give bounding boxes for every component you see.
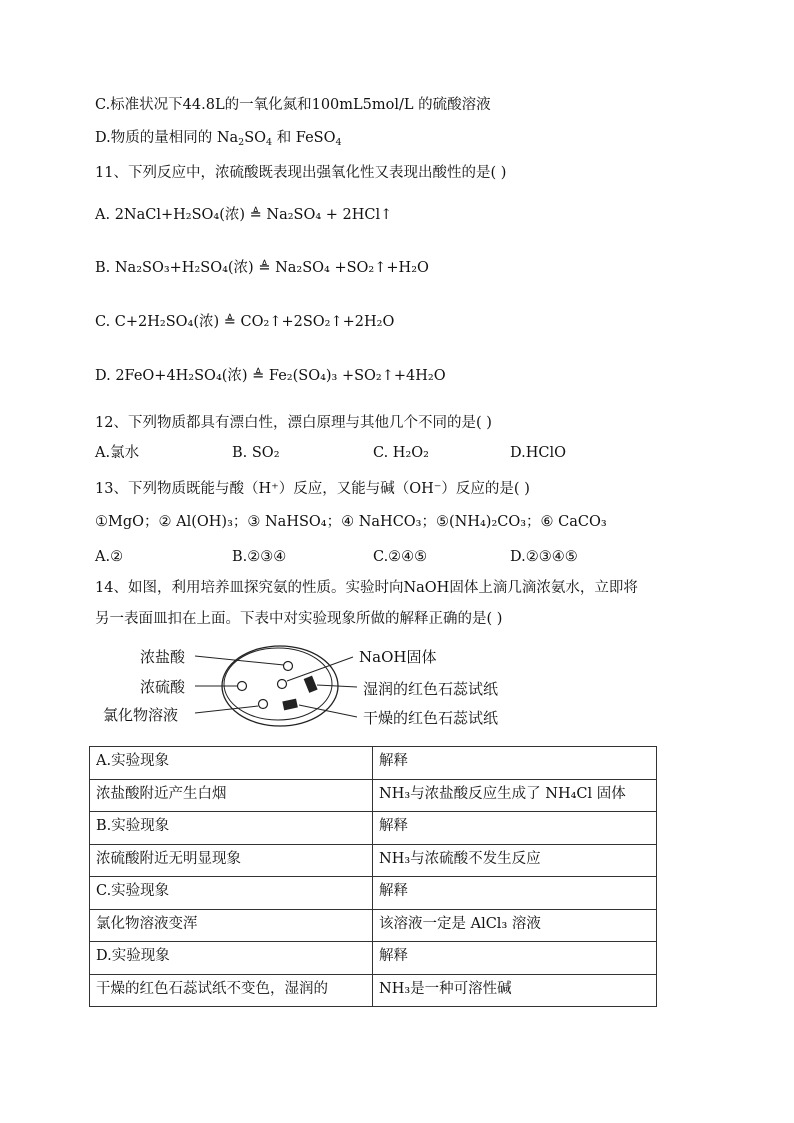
q13-option-a: A.② — [95, 549, 124, 565]
q13-stem: 13、下列物质既能与酸（H⁺）反应，又能与碱（OH⁻）反应的是( ) — [95, 481, 530, 497]
table-row — [90, 974, 657, 1007]
table-cell: 氯化物溶液变浑 — [90, 909, 373, 942]
label-naoh-solid: NaOH固体 — [359, 648, 437, 666]
table-cell: 浓硫酸附近无明显现象 — [90, 844, 373, 877]
table-row — [90, 844, 657, 877]
q13-items: ①MgO；② Al(OH)₃；③ NaHSO₄；④ NaHCO₃；⑤(NH₄)₂CO₃；⑥ CaCO₃ — [95, 514, 607, 530]
chloride-solution-drop — [259, 700, 268, 709]
q12-stem: 12、下列物质都具有漂白性，漂白原理与其他几个不同的是( ) — [95, 415, 492, 431]
table-row — [90, 812, 657, 845]
naoh-solid-drop — [278, 680, 287, 689]
table-cell: B.实验现象 — [90, 812, 373, 845]
table-cell: 解释 — [373, 812, 657, 845]
table-row — [90, 877, 657, 910]
q12-option-b: B. SO₂ — [232, 445, 280, 461]
q10-option-d-prefix: D.物质的量相同的 — [95, 130, 217, 146]
table-cell: 该溶液一定是 AlCl₃ 溶液 — [373, 909, 657, 942]
q14-stem-line2: 另一表面皿扣在上面。下表中对实验现象所做的解释正确的是( ) — [95, 611, 503, 627]
label-conc-h2so4: 浓硫酸 — [140, 678, 186, 696]
table-cell: C.实验现象 — [90, 877, 373, 910]
table-cell: 解释 — [373, 747, 657, 780]
petri-dish-figure — [95, 640, 535, 740]
table-row — [90, 779, 657, 812]
table-row — [90, 909, 657, 942]
table-cell: NH₃与浓硫酸不发生反应 — [373, 844, 657, 877]
wet-litmus-paper — [304, 676, 318, 693]
conc-hcl-drop — [284, 662, 293, 671]
q13-option-b: B.②③④ — [232, 549, 287, 565]
table-cell: 浓盐酸附近产生白烟 — [90, 779, 373, 812]
q11-stem: 11、下列反应中，浓硫酸既表现出强氧化性又表现出酸性的是( ) — [95, 165, 507, 181]
q13-option-d: D.②③④⑤ — [510, 549, 578, 565]
q11-option-d: D. 2FeO+4H₂SO₄(浓) ≜ Fe₂(SO₄)₃ +SO₂↑+4H₂O — [95, 368, 446, 384]
q11-option-c: C. C+2H₂SO₄(浓) ≜ CO₂↑+2SO₂↑+2H₂O — [95, 314, 395, 330]
q10-option-d-feso: 和 FeSO — [272, 130, 336, 146]
q12-option-d: D.HClO — [510, 445, 566, 461]
table-cell: NH₃与浓盐酸反应生成了 NH₄Cl 固体 — [373, 779, 657, 812]
table-cell: 解释 — [373, 877, 657, 910]
q10-option-d-so: SO — [244, 130, 267, 146]
q12-option-c: C. H₂O₂ — [373, 445, 429, 461]
table-row — [90, 942, 657, 975]
q10-option-d: D.物质的量相同的 $Na_2SO_4$ 和 FeSO$_4$ — [95, 130, 342, 148]
label-chloride-solution: 氯化物溶液 — [103, 706, 179, 724]
conc-h2so4-drop — [238, 682, 247, 691]
q13-option-c: C.②④⑤ — [373, 549, 428, 565]
table-cell: 干燥的红色石蕊试纸不变色，湿润的 — [90, 974, 373, 1007]
q11-option-b: B. Na₂SO₃+H₂SO₄(浓) ≜ Na₂SO₄ +SO₂↑+H₂O — [95, 260, 429, 276]
q14-stem-line1: 14、如图，利用培养皿探究氨的性质。实验时向NaOH固体上滴几滴浓氨水，立即将 — [95, 580, 638, 596]
label-wet-litmus: 湿润的红色石蕊试纸 — [363, 680, 499, 698]
dry-litmus-paper — [282, 699, 298, 711]
table-cell: NH₃是一种可溶性碱 — [373, 974, 657, 1007]
q11-option-a: A. 2NaCl+H₂SO₄(浓) ≜ Na₂SO₄ + 2HCl↑ — [95, 207, 393, 223]
table-row — [90, 747, 657, 780]
q10-option-c: C.标准状况下44.8L的一氧化氮和100mL5mol/L 的硫酸溶液 — [95, 97, 491, 113]
label-conc-hcl: 浓盐酸 — [140, 648, 186, 666]
table-cell: 解释 — [373, 942, 657, 975]
q14-answer-table — [89, 746, 657, 1007]
table-cell: D.实验现象 — [90, 942, 373, 975]
q12-option-a: A.氯水 — [95, 445, 140, 461]
q10-option-d-na: Na — [216, 130, 239, 146]
label-dry-litmus: 干燥的红色石蕊试纸 — [363, 709, 499, 727]
table-cell: A.实验现象 — [90, 747, 373, 780]
